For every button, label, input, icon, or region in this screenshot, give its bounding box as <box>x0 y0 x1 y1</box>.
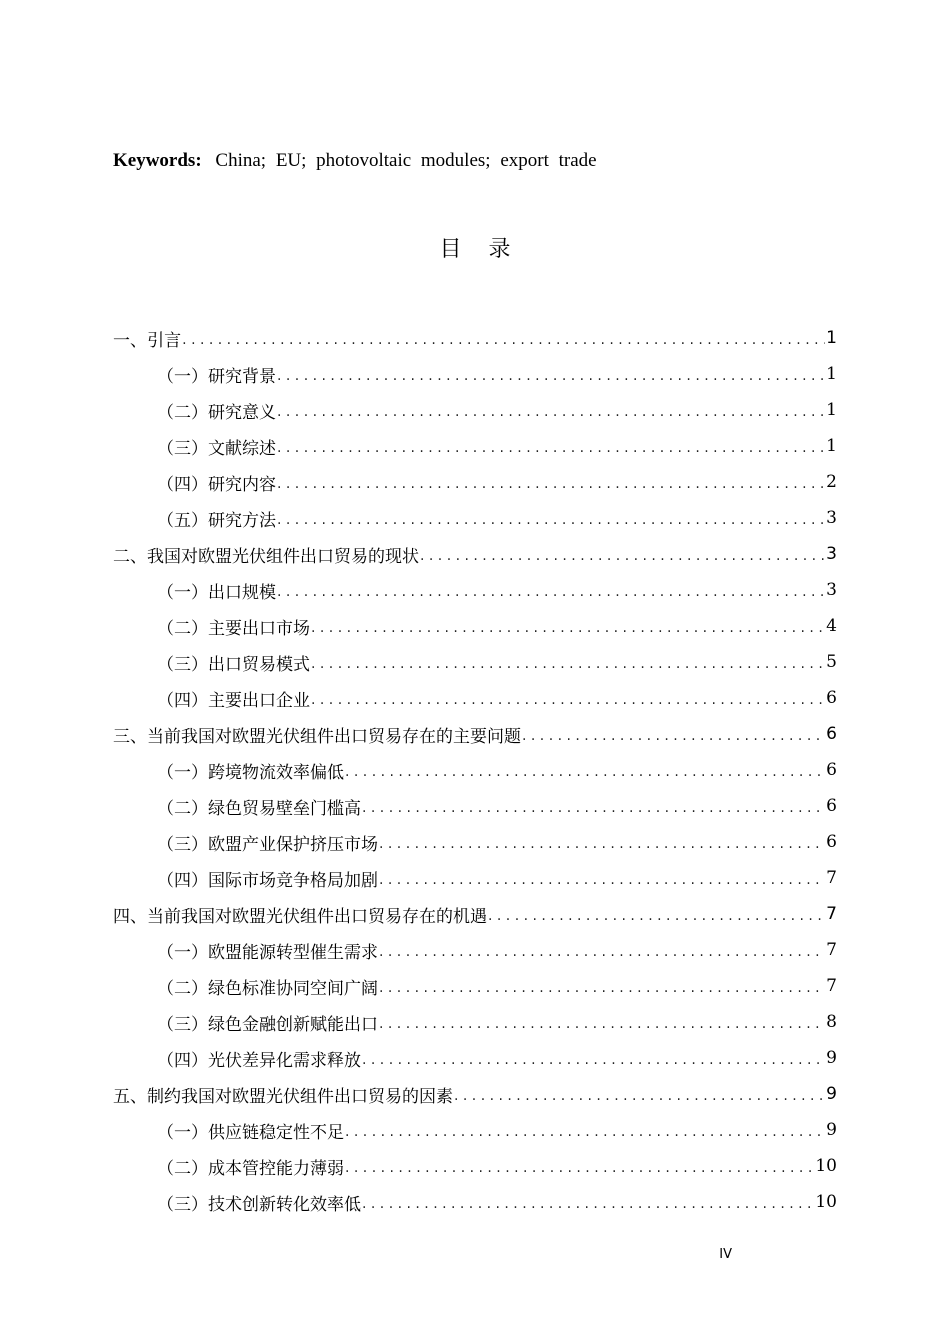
toc-dot-leader <box>522 728 825 744</box>
toc-entry-page: 5 <box>826 652 837 672</box>
toc-entry-title: 主要出口市场 <box>208 618 310 639</box>
toc-entry-page: 1 <box>826 364 837 384</box>
toc-entry[interactable] <box>113 896 837 932</box>
toc-dot-leader <box>277 584 825 600</box>
toc-entry[interactable] <box>113 1076 837 1112</box>
toc-entry-page: 8 <box>826 1012 837 1032</box>
toc-entry-title: 绿色标准协同空间广阔 <box>208 978 378 999</box>
toc-entry-title: 国际市场竞争格局加剧 <box>208 870 378 891</box>
toc-dot-leader <box>345 764 825 780</box>
toc-dot-leader <box>277 476 825 492</box>
toc-entry-page: 7 <box>826 904 837 924</box>
toc-entry-number: （三） <box>157 1014 208 1035</box>
toc-entry-number: （四） <box>157 690 208 711</box>
toc-dot-leader <box>362 800 825 816</box>
toc-dot-leader <box>277 512 825 528</box>
toc-dot-leader <box>277 404 825 420</box>
toc-entry-number: （四） <box>157 474 208 495</box>
keywords-value: China; EU; photovoltaic modules; export trade <box>215 150 597 171</box>
toc-entry-page: 7 <box>826 868 837 888</box>
toc-entry[interactable] <box>113 644 837 680</box>
toc-entry-title: 引言 <box>147 330 182 351</box>
toc-entry-page: 1 <box>826 436 837 456</box>
toc-dot-leader <box>379 944 825 960</box>
toc-entry[interactable] <box>113 392 837 428</box>
toc-entry[interactable] <box>113 500 837 536</box>
keywords-label: Keywords: <box>113 150 202 171</box>
toc-entry-page: 9 <box>826 1084 837 1104</box>
toc-entry-page: 7 <box>826 940 837 960</box>
toc-entry[interactable] <box>113 608 837 644</box>
toc-entry-page: 7 <box>826 976 837 996</box>
toc-entry-number: （五） <box>157 510 208 531</box>
toc-entry-page: 6 <box>826 760 837 780</box>
toc-entry[interactable] <box>113 1004 837 1040</box>
toc-entry[interactable] <box>113 356 837 392</box>
toc-entry-page: 1 <box>826 328 837 348</box>
toc-entry-title: 研究内容 <box>208 474 276 495</box>
toc-entry-page: 2 <box>826 472 837 492</box>
toc-entry-title: 研究方法 <box>208 510 276 531</box>
toc-entry-number: （一） <box>157 942 208 963</box>
toc-entry-page: 1 <box>826 400 837 420</box>
toc-entry-title: 跨境物流效率偏低 <box>208 762 344 783</box>
toc-entry-title: 出口贸易模式 <box>208 654 310 675</box>
toc-dot-leader <box>420 548 825 564</box>
toc-dot-leader <box>379 836 825 852</box>
toc-entry-number: （二） <box>157 618 208 639</box>
toc-entry-page: 10 <box>815 1156 837 1176</box>
toc-entry[interactable] <box>113 716 837 752</box>
toc-entry-page: 3 <box>826 544 837 564</box>
toc-entry-title: 出口规模 <box>208 582 276 603</box>
toc-entry-number: （一） <box>157 366 208 387</box>
toc-entry[interactable] <box>113 752 837 788</box>
toc-entry-title: 我国对欧盟光伏组件出口贸易的现状 <box>147 546 419 567</box>
toc-entry-title: 欧盟能源转型催生需求 <box>208 942 378 963</box>
toc-entry[interactable] <box>113 860 837 896</box>
toc-entry-number: （一） <box>157 582 208 603</box>
toc-dot-leader <box>379 980 825 996</box>
toc-entry[interactable] <box>113 1040 837 1076</box>
toc-dot-leader <box>454 1088 825 1104</box>
toc-entry-number: （二） <box>157 1158 208 1179</box>
toc-dot-leader <box>488 908 825 924</box>
toc-entry-title: 绿色贸易壁垒门槛高 <box>208 798 361 819</box>
keywords-line <box>113 150 597 172</box>
toc-entry-number: （二） <box>157 978 208 999</box>
toc-entry[interactable] <box>113 1112 837 1148</box>
toc-dot-leader <box>362 1196 814 1212</box>
toc-entry-number: 四、 <box>113 906 147 927</box>
toc-entry[interactable] <box>113 788 837 824</box>
toc-entry[interactable] <box>113 680 837 716</box>
toc-title: 目 录 <box>439 237 521 262</box>
toc-entry-title: 当前我国对欧盟光伏组件出口贸易存在的机遇 <box>147 906 487 927</box>
toc-entry-title: 文献综述 <box>208 438 276 459</box>
toc-dot-leader <box>362 1052 825 1068</box>
toc-entry[interactable] <box>113 824 837 860</box>
toc-entry-title: 当前我国对欧盟光伏组件出口贸易存在的主要问题 <box>147 726 521 747</box>
toc-dot-leader <box>182 332 825 348</box>
toc-dot-leader <box>277 440 825 456</box>
toc-dot-leader <box>379 1016 825 1032</box>
toc-entry-title: 光伏差异化需求释放 <box>208 1050 361 1071</box>
toc-entry-title: 成本管控能力薄弱 <box>208 1158 344 1179</box>
toc-entry-page: 3 <box>826 580 837 600</box>
toc-entry[interactable] <box>113 932 837 968</box>
toc-entry-number: （二） <box>157 402 208 423</box>
toc-entry-number: （三） <box>157 834 208 855</box>
toc-entry-page: 3 <box>826 508 837 528</box>
toc-entry-title: 主要出口企业 <box>208 690 310 711</box>
toc-entry-page: 9 <box>826 1048 837 1068</box>
toc-entry[interactable] <box>113 320 837 356</box>
toc-entry-page: 6 <box>826 724 837 744</box>
toc-entry-title: 绿色金融创新赋能出口 <box>208 1014 378 1035</box>
toc-dot-leader <box>345 1124 825 1140</box>
toc-entry-number: （三） <box>157 1194 208 1215</box>
toc-entry-title: 欧盟产业保护挤压市场 <box>208 834 378 855</box>
table-of-contents <box>113 320 837 1220</box>
toc-entry-number: （四） <box>157 870 208 891</box>
toc-entry[interactable] <box>113 1184 837 1220</box>
toc-entry-number: （三） <box>157 438 208 459</box>
toc-entry-title: 研究意义 <box>208 402 276 423</box>
toc-entry-page: 10 <box>815 1192 837 1212</box>
toc-entry-title: 供应链稳定性不足 <box>208 1122 344 1143</box>
toc-entry-page: 6 <box>826 688 837 708</box>
toc-entry-number: 五、 <box>113 1086 147 1107</box>
toc-entry-number: （一） <box>157 762 208 783</box>
toc-dot-leader <box>311 656 825 672</box>
toc-entry-title: 制约我国对欧盟光伏组件出口贸易的因素 <box>147 1086 453 1107</box>
toc-entry[interactable] <box>113 572 837 608</box>
toc-entry-page: 6 <box>826 832 837 852</box>
page-number: IV <box>719 1247 732 1262</box>
toc-dot-leader <box>311 620 825 636</box>
toc-entry-title: 研究背景 <box>208 366 276 387</box>
toc-entry-number: 一、 <box>113 330 147 351</box>
toc-dot-leader <box>277 368 825 384</box>
toc-entry[interactable] <box>113 464 837 500</box>
toc-entry-page: 4 <box>826 616 837 636</box>
toc-entry[interactable] <box>113 968 837 1004</box>
toc-entry-number: （四） <box>157 1050 208 1071</box>
toc-dot-leader <box>379 872 825 888</box>
toc-dot-leader <box>311 692 825 708</box>
toc-entry-number: （三） <box>157 654 208 675</box>
toc-entry-number: 二、 <box>113 546 147 567</box>
toc-dot-leader <box>345 1160 814 1176</box>
toc-entry[interactable] <box>113 536 837 572</box>
toc-entry[interactable] <box>113 428 837 464</box>
toc-entry-page: 9 <box>826 1120 837 1140</box>
toc-entry-title: 技术创新转化效率低 <box>208 1194 361 1215</box>
toc-entry-number: 三、 <box>113 726 147 747</box>
toc-entry[interactable] <box>113 1148 837 1184</box>
toc-entry-number: （一） <box>157 1122 208 1143</box>
toc-entry-page: 6 <box>826 796 837 816</box>
toc-entry-number: （二） <box>157 798 208 819</box>
